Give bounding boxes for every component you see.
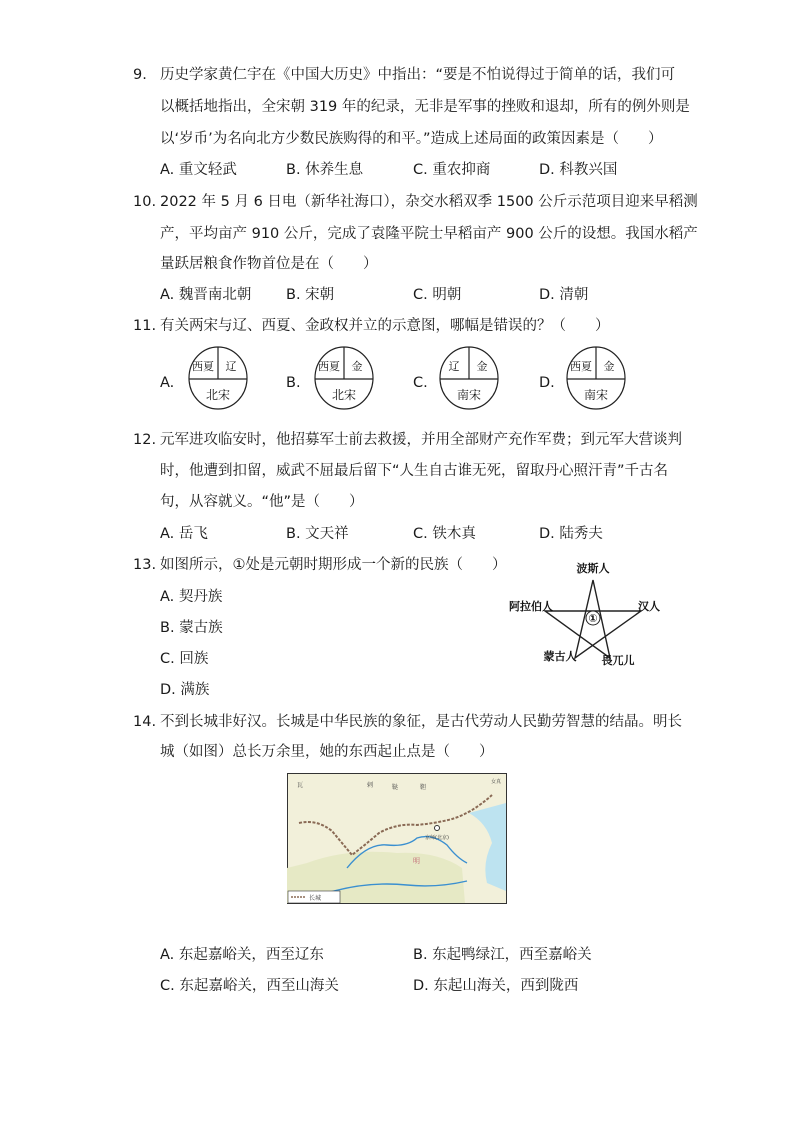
label-top-right: 辽 (225, 360, 237, 373)
label-top-left: 西夏 (192, 360, 214, 373)
star-top-label: 波斯人 (576, 562, 610, 575)
legend-label: 长城 (309, 895, 322, 902)
option-a[interactable]: A. 东起嘉峪关，西至辽东 (160, 947, 324, 963)
question-text-line: 产，平均亩产 910 公斤，完成了袁隆平院士早稻亩产 900 公斤的设想。我国水稻产 (160, 226, 698, 242)
label-top-right: 金 (351, 360, 363, 373)
option-c-letter[interactable]: C. (413, 375, 428, 391)
question-number: 9. (133, 67, 147, 83)
option-a[interactable]: A. 魏晋南北朝 (160, 287, 252, 303)
label-bottom: 北宋 (205, 388, 231, 402)
option-c[interactable]: C. 明朝 (413, 287, 462, 303)
question-number: 12. (133, 432, 157, 448)
question-text-line: 2022 年 5 月 6 日电（新华社海口），杂交水稻双季 1500 公斤示范项目迎来早稻测 (160, 194, 698, 210)
question-text-line: 以‘岁币’为名向北方少数民族购得的和平。”造成上述局面的政策因素是（ ） (160, 131, 663, 147)
question-text-line: 历史学家黄仁宇在《中国大历史》中指出：“要是不怕说得过于简单的话，我们可 (160, 67, 676, 83)
question-text-line: 有关两宋与辽、西夏、金政权并立的示意图，哪幅是错误的？（ ） (160, 318, 610, 334)
question-number: 14. (133, 714, 157, 730)
option-b[interactable]: B. 宋朝 (286, 287, 335, 303)
question-text-line: 以概括地指出，全宋朝 319 年的纪录，无非是军事的挫败和退却，所有的例外则是 (160, 99, 690, 115)
question-number: 13. (133, 557, 157, 573)
label-bottom: 北宋 (331, 388, 357, 402)
ethnic-star-diagram (505, 558, 665, 670)
option-a[interactable]: A. 岳飞 (160, 526, 208, 542)
option-d[interactable]: D. 满族 (160, 682, 210, 698)
question-text-line: 城（如图）总长万余里，她的东西起止点是（ ） (160, 744, 494, 760)
question-number: 10. (133, 194, 157, 210)
map-label-right: 女真 (491, 779, 502, 785)
option-d[interactable]: D. 陆秀夫 (539, 526, 603, 542)
option-d[interactable]: D. 清朝 (539, 287, 589, 303)
star-bottom-right-label: 畏兀儿 (601, 654, 635, 667)
question-text-line: 时，他遭到扣留，威武不屈最后留下“人生自古谁无死，留取丹心照汗青”千古名 (160, 463, 669, 479)
option-b[interactable]: B. 东起鸭绿江，西至嘉峪关 (413, 947, 592, 963)
label-top-right: 金 (603, 360, 615, 373)
capital-marker (435, 826, 440, 831)
question-text-line: 量跃居粮食作物首位是在（ ） (160, 256, 378, 272)
option-c[interactable]: C. 重农抑商 (413, 162, 491, 178)
option-a-letter[interactable]: A. (160, 375, 175, 391)
label-bottom: 南宋 (456, 388, 482, 402)
label-bottom: 南宋 (583, 388, 609, 402)
map-label-4: 靼 (420, 784, 427, 791)
label-top-right: 金 (476, 360, 488, 373)
option-b[interactable]: B. 蒙古族 (160, 620, 223, 636)
ming-great-wall-map (287, 773, 507, 904)
label-top-left: 辽 (448, 360, 460, 373)
map-label-2: 剌 (367, 782, 374, 789)
question-text-line: 句，从容就义。“他”是（ ） (160, 494, 364, 510)
question-text-line: 如图所示，①处是元朝时期形成一个新的民族（ ） (160, 557, 507, 573)
option-b[interactable]: B. 休养生息 (286, 162, 364, 178)
map-label-3: 鞑 (392, 784, 399, 791)
country-label: 明 (413, 857, 420, 865)
question-text-line: 元军进攻临安时，他招募军士前去救援，并用全部财产充作军费；到元军大营谈判 (160, 432, 682, 448)
option-d-diagram[interactable] (565, 345, 627, 411)
option-c-diagram[interactable] (438, 345, 500, 411)
option-a[interactable]: A. 契丹族 (160, 589, 223, 605)
option-d[interactable]: D. 科教兴国 (539, 162, 618, 178)
label-top-left: 西夏 (570, 360, 592, 373)
option-c[interactable]: C. 铁木真 (413, 526, 476, 542)
option-d-letter[interactable]: D. (539, 375, 555, 391)
option-c[interactable]: C. 东起嘉峪关，西至山海关 (160, 978, 339, 994)
option-a-diagram[interactable] (187, 345, 249, 411)
question-text-line: 不到长城非好汉。长城是中华民族的象征，是古代劳动人民勤劳智慧的结晶。明长 (160, 714, 682, 730)
capital-label: 京师(北京) (425, 835, 449, 841)
star-left-label: 阿拉伯人 (509, 600, 553, 613)
star-center-label: ① (588, 612, 598, 625)
option-b-diagram[interactable] (313, 345, 375, 411)
label-top-left: 西夏 (318, 360, 340, 373)
option-d[interactable]: D. 东起山海关，西到陇西 (413, 978, 579, 994)
question-number: 11. (133, 318, 157, 334)
star-right-label: 汉人 (638, 600, 660, 613)
option-b[interactable]: B. 文天祥 (286, 526, 349, 542)
option-a[interactable]: A. 重文轻武 (160, 162, 237, 178)
star-bottom-left-label: 蒙古人 (543, 650, 577, 663)
map-label-1: 瓦 (297, 782, 304, 789)
option-b-letter[interactable]: B. (286, 375, 301, 391)
option-c[interactable]: C. 回族 (160, 651, 209, 667)
